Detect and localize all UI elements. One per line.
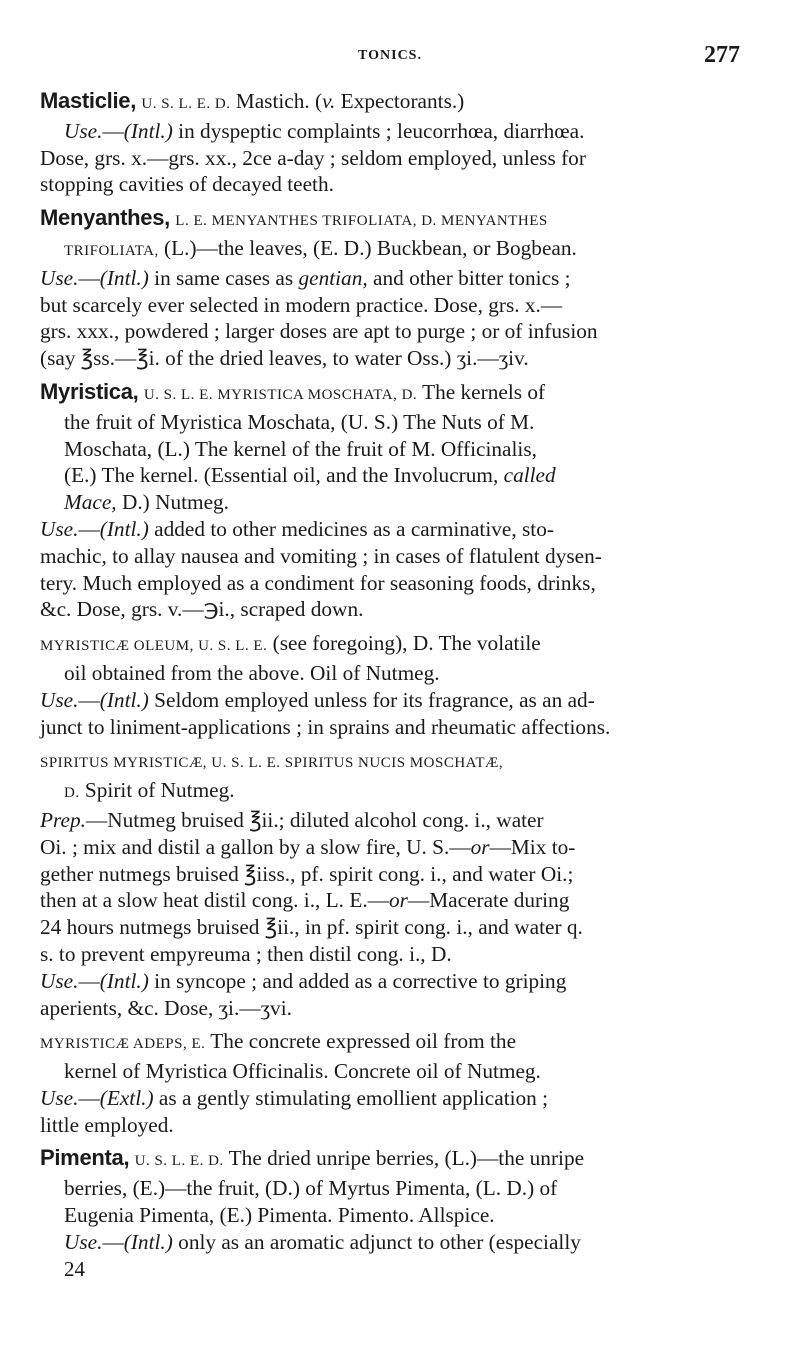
entry-line-rest: Spirit of Nutmeg.	[79, 778, 235, 803]
entry-line	[40, 777, 746, 807]
entry-line-text: D.) Nutmeg.	[116, 490, 230, 515]
use-qualifier: (Intl.)	[99, 265, 149, 290]
use-text: added to other medicines as a carminative, sto-	[148, 516, 554, 541]
use-text: Seldom employed unless for its fragrance, as an ad-	[148, 687, 595, 712]
use-text-italic: gentian,	[298, 265, 368, 290]
use-text: and other bitter tonics ;	[367, 265, 571, 290]
entry-myristicae-adeps	[40, 1028, 746, 1138]
entry-heading	[40, 379, 746, 409]
prep-text: then at a slow heat distil cong. i., L. E.—	[40, 888, 389, 913]
prep-text-line: s. to prevent empyreuma ; then distil cong. i., D.	[40, 941, 452, 966]
entry-menyanthes	[40, 205, 746, 372]
use-text-line: stopping cavities of decayed teeth.	[40, 172, 334, 197]
prep-label: Prep.	[40, 807, 86, 832]
prep-text-line: 24 hours nutmegs bruised ℥ii., in pf. spirit cong. i., and water q.	[40, 915, 583, 940]
body-text	[40, 88, 746, 1282]
use-text: in syncope ; and added as a corrective to griping	[148, 968, 567, 993]
use-text-line: machic, to allay nausea and vomiting ; in cases of flatulent dysen-	[40, 543, 602, 568]
use-label: Use.	[40, 265, 79, 290]
use-qualifier: (Extl.)	[99, 1085, 154, 1110]
entry-line: oil obtained from the above. Oil of Nutmeg.	[64, 660, 440, 685]
use-qualifier: (Intl.)	[99, 687, 149, 712]
entry-heading	[40, 205, 746, 235]
headword: Myristica,	[40, 378, 139, 404]
use-text-line: &c. Dose, grs. v.—℈i., scraped down.	[40, 597, 364, 622]
entry-line: Eugenia Pimenta, (E.) Pimenta. Pimento. Allspice.	[64, 1203, 495, 1228]
entry-line-rest: (see foregoing), D. The volatile	[267, 631, 541, 656]
entry-mastiche	[40, 88, 746, 198]
entry-line: Moschata, (L.) The kernel of the fruit of M. Officinalis,	[64, 436, 537, 461]
entry-heading	[40, 1145, 746, 1175]
entry-line-italic: called	[503, 463, 556, 488]
entry-heading	[40, 630, 746, 660]
prep-text: Oi. ; mix and distil a gallon by a slow fire, U. S.—	[40, 834, 471, 859]
page-number: 277	[704, 42, 740, 68]
prep-text: —Nutmeg bruised ℥ii.; diluted alcohol cong. i., water	[85, 807, 544, 832]
signature-mark: 24	[64, 1256, 85, 1281]
prep-or: or	[388, 888, 408, 913]
use-text: in dyspeptic complaints ; leucorrhœa, diarrhœa.	[172, 118, 585, 143]
use-qualifier: (Intl.)	[123, 118, 173, 143]
entry-heading	[40, 88, 746, 118]
use-text-line: Dose, grs. x.—grs. xx., 2ce a-day ; seldom employed, unless for	[40, 145, 586, 170]
prep-text-line	[40, 887, 746, 914]
entry-myristica	[40, 379, 746, 623]
running-title: TONICS.	[358, 48, 422, 63]
use-text-line: junct to liniment-applications ; in sprains and rheumatic affections.	[40, 714, 611, 739]
entry-line: kernel of Myristica Officinalis. Concrete oil of Nutmeg.	[64, 1059, 541, 1084]
entry-heading	[40, 747, 746, 777]
use-qualifier: (Intl.)	[99, 968, 149, 993]
prep-or: or	[470, 834, 490, 859]
entry-line: the fruit of Myristica Moschata, (U. S.) The Nuts of M.	[64, 409, 535, 434]
use-paragraph: Use.—(Extl.) as a gently stimulating emollient application ;	[40, 1085, 549, 1110]
entry-name: Mastich. (	[235, 89, 323, 113]
use-label: Use.	[40, 1085, 79, 1110]
entry-line-text: (E.) The kernel. (Essential oil, and the Involucrum,	[64, 463, 504, 488]
entry-line-rest: The concrete expressed oil from the	[205, 1029, 517, 1054]
entry-name-class: Expectorants.)	[335, 89, 465, 113]
use-text-line: but scarcely ever selected in modern practice. Dose, grs. x.—	[40, 292, 563, 317]
entry-name-ref: v.	[322, 89, 336, 113]
headword: Menyanthes,	[40, 205, 170, 231]
use-label: Use.	[40, 516, 79, 541]
use-text: only as an aromatic adjunct to other (especially	[172, 1229, 581, 1254]
entry-name-sc: D.	[64, 785, 80, 802]
prep-text-line: gether nutmegs bruised ℥iiss., pf. spirit cong. i., and water Oi.;	[40, 861, 574, 886]
use-paragraph: Use.—(Intl.) in same cases as gentian, and other bitter tonics ;	[40, 265, 571, 290]
use-qualifier: (Intl.)	[123, 1229, 173, 1254]
entry-line	[40, 489, 746, 516]
pharmacopoeia-abbr: U. S. L. E. D.	[141, 96, 231, 112]
prep-text: —Macerate during	[407, 888, 570, 913]
entry-pimenta	[40, 1145, 746, 1282]
headword: Pimenta,	[40, 1145, 130, 1171]
entry-spiritus-myristicae	[40, 747, 746, 1021]
use-label: Use.	[64, 1229, 103, 1254]
prep-paragraph	[40, 807, 746, 834]
entry-line	[40, 462, 746, 489]
entry-line-rest: The kernels of	[417, 379, 546, 404]
use-qualifier: (Intl.)	[99, 516, 149, 541]
entry-line-rest: The dried unripe berries, (L.)—the unripe	[223, 1146, 585, 1171]
entry-name-sc: MYRISTICÆ ADEPS, E.	[40, 1036, 206, 1053]
pharmacopoeia-abbr: U. S. L. E. MYRISTICA MOSCHATA, D.	[143, 386, 418, 403]
use-paragraph: Use.—(Intl.) Seldom employed unless for its fragrance, as an ad-	[40, 687, 595, 712]
use-text: in same cases as	[148, 265, 299, 290]
use-paragraph: Use.—(Intl.) in syncope ; and added as a corrective to griping	[40, 968, 567, 993]
use-text-line: tery. Much employed as a condiment for seasoning foods, drinks,	[40, 570, 596, 595]
prep-text: —Mix to-	[489, 834, 576, 859]
use-text-line: (say ℥ss.—℥i. of the dried leaves, to water Oss.) ʒi.—ʒiv.	[40, 346, 529, 371]
use-label: Use.	[40, 687, 79, 712]
use-paragraph: Use.—(Intl.) added to other medicines as a carminative, sto-	[40, 516, 554, 541]
prep-text-line	[40, 834, 746, 861]
entry-name-sc: SPIRITUS MYRISTICÆ, U. S. L. E. SPIRITUS NUCIS MOSCHATÆ,	[40, 755, 504, 772]
use-text-line: grs. xxx., powdered ; larger doses are apt to purge ; or of infusion	[40, 319, 598, 344]
use-text-line: aperients, &c. Dose, ʒi.—ʒvi.	[40, 995, 292, 1020]
use-paragraph: Use.—(Intl.) only as an aromatic adjunct to other (especially	[64, 1229, 581, 1254]
pharmacopoeia-abbr: L. E. MENYANTHES TRIFOLIATA, D. MENYANTHES	[175, 213, 548, 230]
entry-name-sc: MYRISTICÆ OLEUM, U. S. L. E.	[40, 638, 268, 655]
use-label: Use.	[40, 968, 79, 993]
use-label: Use.	[64, 118, 103, 143]
entry-line	[40, 235, 746, 265]
page-header	[40, 42, 740, 72]
pharmacopoeia-abbr: U. S. L. E. D.	[134, 1153, 224, 1170]
entry-line: berries, (E.)—the fruit, (D.) of Myrtus Pimenta, (L. D.) of	[64, 1176, 558, 1201]
entry-line-rest: (L.)—the leaves, (E. D.) Buckbean, or Bogbean.	[158, 235, 577, 260]
use-paragraph: Use.—(Intl.) in dyspeptic complaints ; leucorrhœa, diarrhœa.	[64, 118, 585, 143]
use-text: as a gently stimulating emollient application ;	[153, 1085, 549, 1110]
entry-heading	[40, 1028, 746, 1058]
entry-name-sc: TRIFOLIATA,	[64, 242, 159, 259]
entry-myristicae-oleum	[40, 630, 746, 740]
use-text-line: little employed.	[40, 1112, 174, 1137]
headword: Masticlie,	[40, 88, 137, 113]
entry-line-italic: Mace,	[64, 490, 117, 515]
